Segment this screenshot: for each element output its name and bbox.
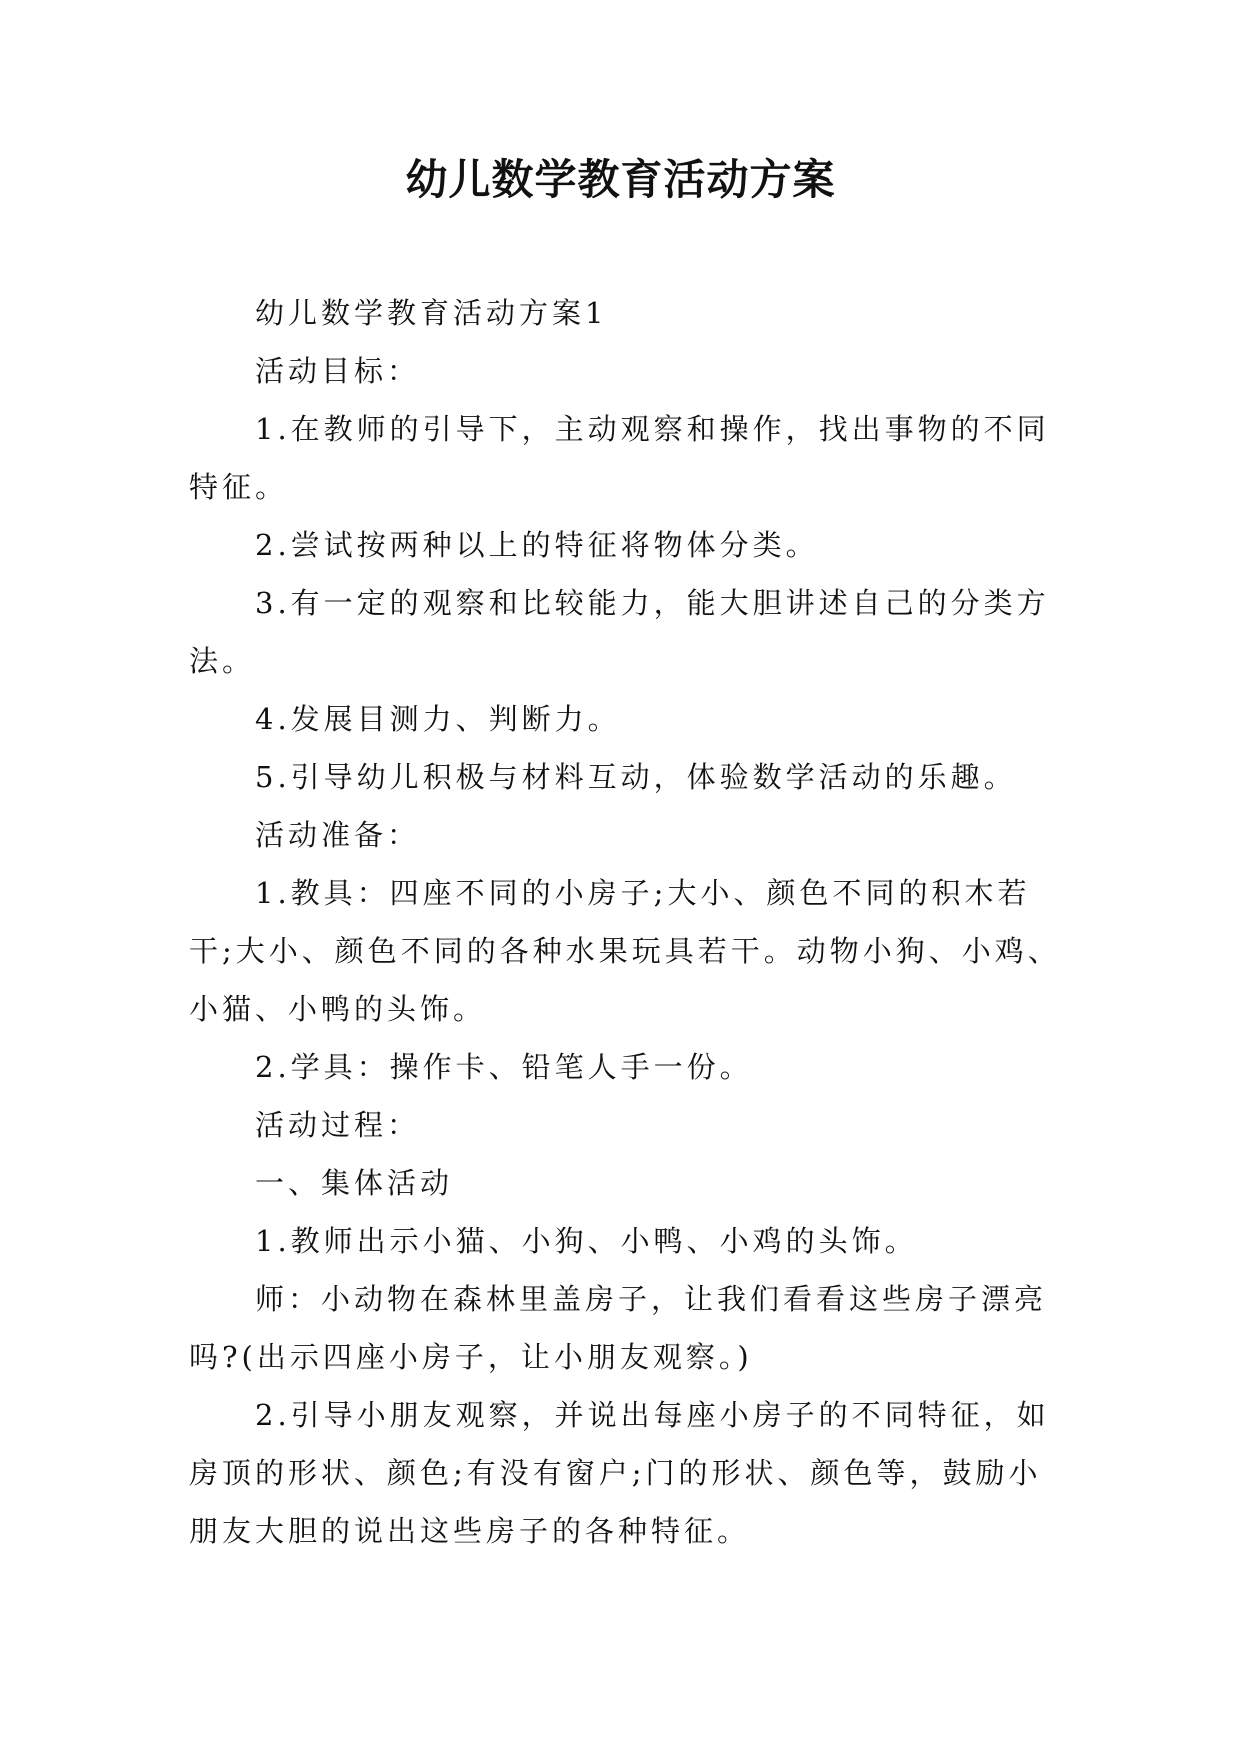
paragraph-prep-2: 2.学具：操作卡、铅笔人手一份。 <box>255 1050 753 1084</box>
paragraph-goal-1: 1.在教师的引导下，主动观察和操作，找出事物的不同特征。 <box>189 412 1050 504</box>
paragraph-goal-2: 2.尝试按两种以上的特征将物体分类。 <box>255 528 819 562</box>
paragraph-section-heading: 幼儿数学教育活动方案1 <box>255 296 608 330</box>
paragraph-goals-heading: 活动目标： <box>255 354 421 388</box>
paragraph-goal-3: 3.有一定的观察和比较能力，能大胆讲述自己的分类方法。 <box>189 586 1050 678</box>
paragraph-teacher-line: 师：小动物在森林里盖房子，让我们看看这些房子漂亮吗?(出示四座小房子，让小朋友观察。) <box>189 1282 1048 1374</box>
paragraph-prep-1: 1.教具：四座不同的小房子;大小、颜色不同的积木若干;大小、颜色不同的各种水果玩具若干。动物小狗、小鸡、小猫、小鸭的头饰。 <box>189 876 1061 1026</box>
paragraph-process-part-1: 一、集体活动 <box>255 1166 454 1200</box>
paragraph-process-step-2: 2.引导小朋友观察，并说出每座小房子的不同特征，如房顶的形状、颜色;有没有窗户;门的形状、颜色等，鼓励小朋友大胆的说出这些房子的各种特征。 <box>189 1398 1050 1548</box>
paragraph-process-heading: 活动过程： <box>255 1108 421 1142</box>
document-title: 幼儿数学教育活动方案 <box>405 155 836 204</box>
document-body <box>189 284 1069 1560</box>
paragraph-goal-4: 4.发展目测力、判断力。 <box>255 702 621 736</box>
paragraph-process-step-1: 1.教师出示小猫、小狗、小鸭、小鸡的头饰。 <box>255 1224 918 1258</box>
paragraph-prep-heading: 活动准备： <box>255 818 421 852</box>
paragraph-goal-5: 5.引导幼儿积极与材料互动，体验数学活动的乐趣。 <box>255 760 1017 794</box>
